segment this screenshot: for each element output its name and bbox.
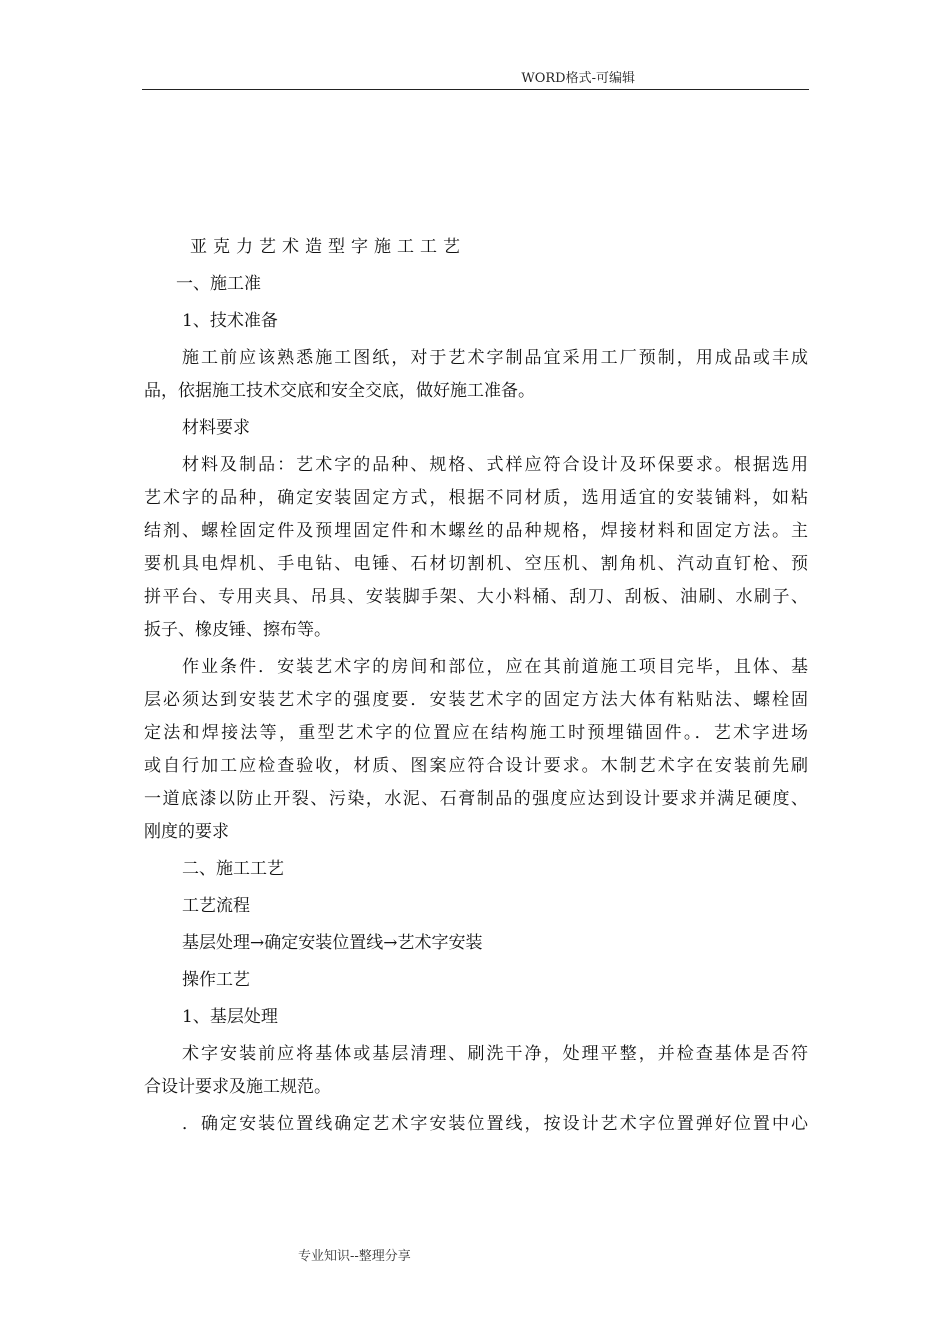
paragraph-line: 定法和焊接法等，重型艺术字的位置应在结构施工时预埋锚固件。．艺术字进场 (144, 723, 808, 743)
header-text: WORD格式-可编辑 (521, 71, 635, 86)
subheading-operation: 操作工艺 (182, 970, 250, 990)
paragraph-line: 拼平台、专用夹具、吊具、安装脚手架、大小料桶、刮刀、刮板、油刷、水刷子、 (144, 587, 808, 607)
paragraph-line: 层必须达到安装艺术字的强度要．安装艺术字的固定方法大体有粘贴法、螺栓固 (144, 690, 808, 710)
section-heading-preparation: 一、施工准 (176, 274, 261, 294)
paragraph-line: 品，依据施工技术交底和安全交底，做好施工准备。 (144, 381, 535, 401)
paragraph-line: 术字安装前应将基体或基层清理、刷洗干净，处理平整，并检查基体是否符 (182, 1044, 808, 1064)
paragraph-line: 艺术字的品种，确定安装固定方式，根据不同材质，选用适宜的安装铺料，如粘 (144, 488, 808, 508)
subheading-technical-preparation: 1、技术准备 (182, 311, 278, 331)
subheading-base-treatment: 1、基层处理 (182, 1007, 278, 1027)
page-header (142, 70, 809, 90)
paragraph-line: 施工前应该熟悉施工图纸，对于艺术字制品宜采用工厂预制，用成品或丰成 (182, 348, 808, 368)
paragraph-line: 材料及制品：艺术字的品种、规格、式样应符合设计及环保要求。根据选用 (182, 455, 808, 475)
document-body (144, 231, 808, 1141)
paragraph-line: 要机具电焊机、手电钻、电锤、石材切割机、空压机、割角机、汽动直钉枪、预 (144, 554, 808, 574)
paragraph-line: 作业条件．安装艺术字的房间和部位，应在其前道施工项目完毕，且体、基 (182, 657, 808, 677)
paragraph-line: 刚度的要求 (144, 822, 229, 842)
subheading-process-flow: 工艺流程 (182, 896, 250, 916)
paragraph-line: ．确定安装位置线确定艺术字安装位置线，按设计艺术字位置弹好位置中心 (182, 1114, 808, 1134)
document-title: 亚克力艺术造型字施工工艺 (190, 237, 466, 257)
subheading-materials: 材料要求 (182, 418, 250, 438)
paragraph-line: 或自行加工应检查验收，材质、图案应符合设计要求。木制艺术字在安装前先刷 (144, 756, 808, 776)
process-flow-line: 基层处理→确定安装位置线→艺术字安装 (182, 933, 483, 953)
paragraph-line: 扳子、橡皮锤、擦布等。 (144, 620, 331, 640)
paragraph-line: 结剂、螺栓固定件及预埋固定件和木螺丝的品种规格，焊接材料和固定方法。主 (144, 521, 808, 541)
paragraph-line: 合设计要求及施工规范。 (144, 1077, 331, 1097)
page-footer: 专业知识--整理分享 (298, 1249, 411, 1264)
paragraph-line: 一道底漆以防止开裂、污染，水泥、石膏制品的强度应达到设计要求并满足硬度、 (144, 789, 808, 809)
section-heading-process: 二、施工工艺 (182, 859, 284, 879)
